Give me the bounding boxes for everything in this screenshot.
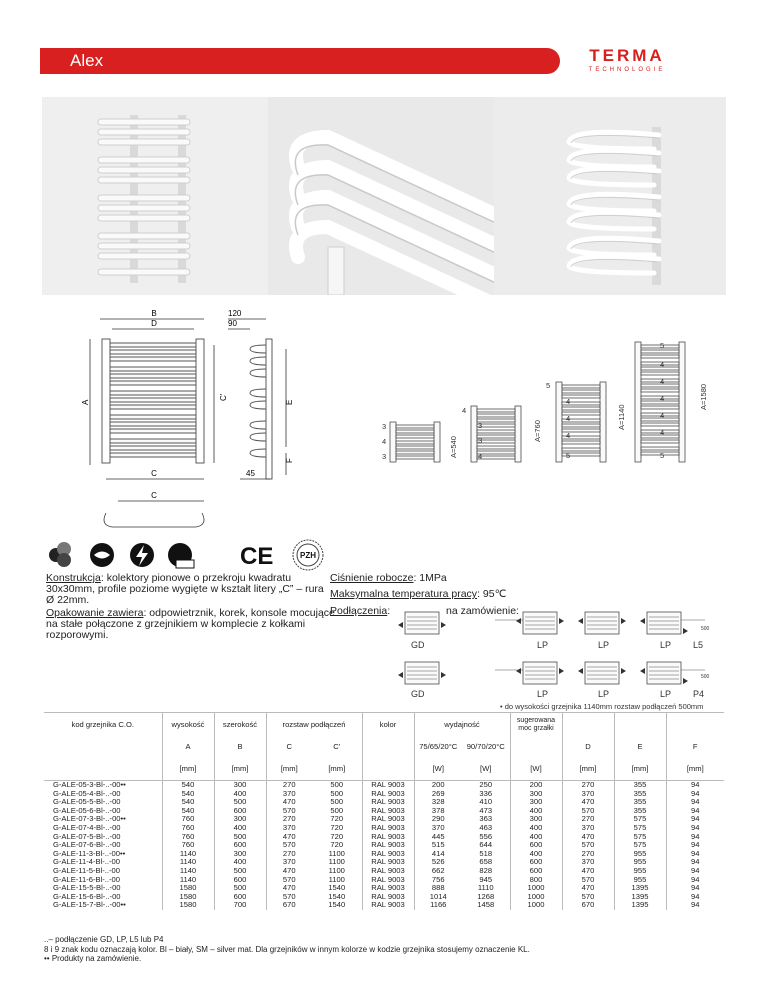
table-cell: 463 bbox=[479, 822, 493, 832]
table-cell: 955 bbox=[614, 858, 666, 867]
v760-gap-3: 3 bbox=[478, 436, 483, 445]
table-cell: 94 bbox=[666, 901, 724, 910]
table-cell: 662 bbox=[414, 867, 462, 876]
table-cell: RAL 9003 bbox=[362, 850, 414, 859]
table-cell: 570 bbox=[266, 876, 312, 885]
table-cell: 720 bbox=[330, 822, 344, 832]
dim-500-bottom: 500 bbox=[701, 674, 710, 680]
conn-lp-1: LP bbox=[537, 640, 549, 650]
table-cell: 540 bbox=[162, 790, 214, 799]
table-cell: 445 bbox=[414, 833, 462, 842]
table-cell: 470 bbox=[562, 833, 614, 842]
temperature-label: Maksymalna temperatura pracy bbox=[330, 588, 478, 600]
th-height: wysokość bbox=[162, 713, 214, 737]
table-cell: 300 bbox=[510, 798, 562, 807]
unit-elec: [W] bbox=[510, 759, 562, 781]
v1580-gap-1: 5 bbox=[660, 341, 665, 350]
table-cell: 270 bbox=[266, 781, 312, 790]
v1580-gap-7: 5 bbox=[660, 451, 665, 460]
table-cell: 570 bbox=[266, 893, 312, 902]
table-cell: 94 bbox=[666, 893, 724, 902]
cell-code: G-ALE-07-3-Bl-..-00•• bbox=[53, 814, 126, 824]
table-cell: RAL 9003 bbox=[362, 833, 414, 842]
v760-gap-2: 3 bbox=[478, 421, 483, 430]
table-cell: 1395 bbox=[614, 884, 666, 893]
table-cell: 270 bbox=[562, 850, 614, 859]
certification-icons bbox=[44, 538, 344, 572]
table-cell: 600 bbox=[214, 876, 266, 885]
cell-code: G-ALE-05-4-Bl-..-00 bbox=[53, 788, 121, 798]
table-cell: 1000 bbox=[510, 901, 562, 910]
logo-brand: TERMA bbox=[589, 46, 665, 65]
table-cell: RAL 9003 bbox=[362, 884, 414, 893]
table-cell: 1140 bbox=[162, 876, 214, 885]
table-cell: 94 bbox=[666, 876, 724, 885]
table-cell: 1100 bbox=[328, 848, 345, 858]
table-cell: 1110 bbox=[477, 883, 494, 893]
table-cell: 556 bbox=[479, 831, 493, 841]
temperature-spec bbox=[330, 589, 506, 600]
pzh-stamp-icon bbox=[293, 540, 323, 570]
v1140-gap-5: 5 bbox=[566, 451, 571, 460]
cell-code: G-ALE-11-3-Bl-..-00•• bbox=[53, 848, 126, 858]
table-cell: 570 bbox=[562, 807, 614, 816]
unit-C1: [mm] bbox=[328, 763, 346, 773]
th-D: D bbox=[562, 737, 614, 759]
table-cell: 1140 bbox=[162, 850, 214, 859]
table-cell: 756 bbox=[414, 876, 462, 885]
table-cell: 720 bbox=[330, 814, 344, 824]
electric-bolt-icon bbox=[130, 543, 154, 567]
page-title: Alex bbox=[70, 51, 104, 70]
table-cell: 540 bbox=[162, 798, 214, 807]
table-cell: 94 bbox=[666, 790, 724, 799]
table-cell: 414 bbox=[414, 850, 462, 859]
cell-code: G-ALE-15-6-Bl-..-00 bbox=[53, 891, 121, 901]
table-cell: 600 bbox=[214, 841, 266, 850]
label-F: F bbox=[285, 458, 294, 463]
th-C: C bbox=[266, 737, 312, 759]
package-text: : odpowietrznik, korek, konsole mocujące na stałe połączone z grzejnikiem w komplecie z kołkami rozporowymi. bbox=[46, 607, 335, 641]
table-cell: 1268 bbox=[477, 891, 495, 901]
table-cell: RAL 9003 bbox=[362, 841, 414, 850]
cell-code: G-ALE-11-4-Bl-..-00 bbox=[53, 857, 120, 867]
table-cell: 200 bbox=[414, 781, 462, 790]
th-B: B bbox=[214, 737, 266, 759]
product-photo-front bbox=[42, 97, 274, 295]
table-cell: 540 bbox=[162, 807, 214, 816]
v760-gap-1: 4 bbox=[462, 406, 467, 415]
table-cell: 94 bbox=[666, 833, 724, 842]
ce-mark-icon: CE bbox=[240, 543, 274, 570]
table-cell: 400 bbox=[214, 824, 266, 833]
table-cell: 515 bbox=[414, 841, 462, 850]
v1140-label: A=1140 bbox=[617, 404, 626, 430]
table-cell: 955 bbox=[614, 876, 666, 885]
footnote-3: •• Produkty na zamówienie. bbox=[44, 954, 142, 963]
table-cell: 290 bbox=[414, 815, 462, 824]
product-photo-side bbox=[494, 97, 726, 295]
table-cell: 575 bbox=[614, 824, 666, 833]
table-cell: RAL 9003 bbox=[362, 815, 414, 824]
table-cell: 1540 bbox=[328, 883, 346, 893]
table-cell: 570 bbox=[562, 893, 614, 902]
table-cell: 370 bbox=[266, 824, 312, 833]
unit-C: [mm] bbox=[266, 759, 312, 781]
table-cell: 400 bbox=[510, 833, 562, 842]
th-E: E bbox=[614, 737, 666, 759]
table-cell: 269 bbox=[414, 790, 462, 799]
table-cell: 1140 bbox=[162, 867, 214, 876]
table-cell: 658 bbox=[479, 857, 493, 867]
v1140-gap-4: 4 bbox=[566, 431, 571, 440]
cell-code: G-ALE-05-3-Bl-..-00•• bbox=[44, 781, 162, 790]
v1580-gap-3: 4 bbox=[660, 377, 665, 386]
table-cell: 575 bbox=[614, 815, 666, 824]
drop-icon bbox=[90, 543, 114, 567]
variant-diagrams bbox=[370, 338, 720, 466]
unit-out1: [W] bbox=[414, 759, 462, 781]
cell-code: G-ALE-07-6-Bl-..-00 bbox=[53, 840, 121, 850]
connections-spec: Podłączenia: bbox=[330, 605, 391, 617]
table-cell: 955 bbox=[614, 850, 666, 859]
construction-text: : kolektory pionowe o przekroju kwadratu 30x30mm, profile poziome wygięte w kształt litery „C” – rura Ø 22mm. bbox=[46, 572, 324, 606]
unit-A: [mm] bbox=[162, 759, 214, 781]
table-cell: 270 bbox=[266, 850, 312, 859]
table-cell: 328 bbox=[414, 798, 462, 807]
table-cell: 828 bbox=[479, 865, 493, 875]
construction-label: Konstrukcja bbox=[46, 572, 101, 584]
table-cell: 1100 bbox=[328, 857, 345, 867]
table-cell: 473 bbox=[479, 805, 493, 815]
table-cell: 270 bbox=[266, 815, 312, 824]
table-cell: RAL 9003 bbox=[362, 867, 414, 876]
table-cell: 470 bbox=[562, 867, 614, 876]
cell-code: G-ALE-05-5-Bl-..-00 bbox=[53, 797, 121, 807]
table-cell: 400 bbox=[214, 790, 266, 799]
table-cell: 800 bbox=[510, 876, 562, 885]
table-cell: 600 bbox=[510, 858, 562, 867]
table-cell: 500 bbox=[214, 798, 266, 807]
table-cell: 355 bbox=[614, 790, 666, 799]
table-cell: 370 bbox=[266, 790, 312, 799]
footnotes bbox=[44, 935, 530, 964]
table-cell: 470 bbox=[266, 867, 312, 876]
table-cell: 400 bbox=[510, 824, 562, 833]
table-cell: 570 bbox=[562, 841, 614, 850]
table-cell: 270 bbox=[562, 815, 614, 824]
table-cell: 600 bbox=[510, 841, 562, 850]
product-table bbox=[44, 712, 724, 910]
table-cell: 94 bbox=[666, 781, 724, 790]
table-cell: RAL 9003 bbox=[362, 893, 414, 902]
v540-gap-2: 4 bbox=[382, 437, 387, 446]
label-90: 90 bbox=[228, 319, 237, 328]
table-cell: 363 bbox=[479, 814, 493, 824]
v540-gap-3: 3 bbox=[382, 452, 387, 461]
pressure-value: : 1MPa bbox=[413, 572, 447, 584]
v540-label: A=540 bbox=[449, 436, 458, 458]
table-cell: 600 bbox=[510, 867, 562, 876]
cell-code: G-ALE-11-6-Bl-..-00 bbox=[53, 874, 120, 884]
table-cell: 1580 bbox=[162, 901, 214, 910]
v1580-gap-4: 4 bbox=[660, 394, 665, 403]
label-45: 45 bbox=[246, 469, 255, 478]
table-cell: 575 bbox=[614, 833, 666, 842]
v760-label: A=760 bbox=[533, 420, 542, 442]
table-cell: 470 bbox=[266, 798, 312, 807]
table-cell: 300 bbox=[214, 850, 266, 859]
conn-gd-top: GD bbox=[411, 640, 425, 650]
connections-label: Podłączenia bbox=[330, 605, 388, 617]
table-cell: 300 bbox=[214, 781, 266, 790]
table-cell: 670 bbox=[562, 901, 614, 910]
table-cell: RAL 9003 bbox=[362, 858, 414, 867]
table-cell: 370 bbox=[562, 824, 614, 833]
table-cell: 1100 bbox=[328, 874, 345, 884]
th-electric: sugerowana moc grzałki bbox=[510, 713, 562, 737]
cell-code: G-ALE-11-5-Bl-..-00 bbox=[53, 865, 120, 875]
table-cell: RAL 9003 bbox=[362, 790, 414, 799]
table-cell: 1458 bbox=[477, 900, 495, 910]
table-cell: 270 bbox=[562, 781, 614, 790]
table-cell: 94 bbox=[666, 815, 724, 824]
terma-logo bbox=[582, 46, 672, 73]
label-E: E bbox=[285, 399, 294, 405]
conn-lp-2: LP bbox=[598, 640, 610, 650]
table-cell: 570 bbox=[562, 876, 614, 885]
on-order-label: na zamówienie: bbox=[446, 605, 519, 617]
table-cell: 1395 bbox=[614, 901, 666, 910]
table-cell: 540 bbox=[162, 781, 214, 790]
table-cell: 888 bbox=[414, 884, 462, 893]
table-cell: 1000 bbox=[510, 884, 562, 893]
table-cell: 470 bbox=[562, 884, 614, 893]
table-cell: 955 bbox=[614, 867, 666, 876]
table-cell: 644 bbox=[479, 840, 493, 850]
table-cell: 94 bbox=[666, 841, 724, 850]
table-cell: 1100 bbox=[328, 865, 345, 875]
table-cell: 1540 bbox=[328, 900, 346, 910]
table-cell: 600 bbox=[214, 807, 266, 816]
label-B: B bbox=[151, 309, 157, 318]
pressure-label: Ciśnienie robocze bbox=[330, 572, 414, 584]
conn-lp-5: LP bbox=[598, 689, 610, 699]
table-cell: 370 bbox=[266, 858, 312, 867]
table-cell: 526 bbox=[414, 858, 462, 867]
label-120: 120 bbox=[228, 309, 242, 318]
unit-out2: [W] bbox=[480, 763, 492, 773]
table-cell: 94 bbox=[666, 858, 724, 867]
conn-gd-bottom: GD bbox=[411, 689, 425, 699]
th-C1: C' bbox=[333, 742, 341, 752]
table-cell: RAL 9003 bbox=[362, 876, 414, 885]
table-cell: 500 bbox=[214, 884, 266, 893]
construction-spec bbox=[46, 573, 326, 606]
table-cell: 94 bbox=[666, 824, 724, 833]
unit-D: [mm] bbox=[562, 759, 614, 781]
table-cell: 700 bbox=[214, 901, 266, 910]
table-cell: 570 bbox=[266, 841, 312, 850]
chrome-icon bbox=[168, 543, 194, 568]
th-out2: 90/70/20°C bbox=[466, 742, 505, 752]
dim-500-top: 500 bbox=[701, 626, 710, 632]
package-label: Opakowanie zawiera bbox=[46, 607, 144, 619]
technical-drawing bbox=[78, 305, 298, 533]
cell-code: G-ALE-05-6-Bl-..-00 bbox=[53, 805, 121, 815]
table-cell: 500 bbox=[330, 797, 344, 807]
table-body bbox=[44, 781, 724, 910]
table-cell: 720 bbox=[330, 840, 344, 850]
table-cell: 1014 bbox=[414, 893, 462, 902]
v1580-gap-2: 4 bbox=[660, 360, 665, 369]
table-cell: 1140 bbox=[162, 858, 214, 867]
package-spec bbox=[46, 608, 336, 641]
v1580-label: A=1580 bbox=[699, 383, 708, 410]
conn-lp-3: LP bbox=[660, 640, 672, 650]
logo-sub: TECHNOLOGIE bbox=[588, 67, 666, 73]
v1140-gap-1: 5 bbox=[546, 381, 551, 390]
product-photo-detail bbox=[268, 97, 500, 295]
table-cell: 94 bbox=[666, 807, 724, 816]
table-cell: RAL 9003 bbox=[362, 824, 414, 833]
v1140-gap-3: 4 bbox=[566, 414, 571, 423]
table-cell: 500 bbox=[312, 781, 362, 790]
cell-code: G-ALE-07-5-Bl-..-00 bbox=[53, 831, 121, 841]
table-cell: 1540 bbox=[328, 891, 346, 901]
table-cell: 600 bbox=[214, 893, 266, 902]
table-cell: 400 bbox=[510, 807, 562, 816]
label-D: D bbox=[151, 319, 157, 328]
conn-lp-4: LP bbox=[537, 689, 549, 699]
table-cell: 200 bbox=[510, 781, 562, 790]
table-cell: 1580 bbox=[162, 884, 214, 893]
table-cell: 500 bbox=[330, 788, 344, 798]
table-cell: RAL 9003 bbox=[362, 798, 414, 807]
table-cell: 570 bbox=[266, 807, 312, 816]
pzh-text: PZH bbox=[300, 551, 316, 560]
table-cell: 670 bbox=[266, 901, 312, 910]
table-cell: RAL 9003 bbox=[362, 901, 414, 910]
label-C-bottom: C bbox=[151, 491, 157, 500]
table-cell: 94 bbox=[666, 867, 724, 876]
v1140-gap-2: 4 bbox=[566, 397, 571, 406]
label-C: C bbox=[151, 469, 157, 478]
v1580-gap-6: 4 bbox=[660, 428, 665, 437]
table-cell: 1395 bbox=[614, 893, 666, 902]
conn-p4: P4 bbox=[693, 689, 705, 699]
table-cell: 1580 bbox=[162, 893, 214, 902]
table-cell: 470 bbox=[562, 798, 614, 807]
table-cell: 945 bbox=[479, 874, 493, 884]
cell-code: G-ALE-15-5-Bl-..-00 bbox=[53, 883, 121, 893]
table-cell: 400 bbox=[510, 850, 562, 859]
table-cell: 300 bbox=[214, 815, 266, 824]
connection-note: • do wysokości grzejnika 1140mm rozstaw podłączeń 500mm bbox=[500, 702, 704, 711]
cell-code: G-ALE-07-4-Bl-..-00 bbox=[53, 822, 121, 832]
unit-E: [mm] bbox=[614, 759, 666, 781]
temperature-value: : 95℃ bbox=[477, 588, 507, 600]
th-out1: 75/65/20°C bbox=[414, 737, 462, 759]
table-cell: 370 bbox=[562, 858, 614, 867]
table-cell: 575 bbox=[614, 841, 666, 850]
table-cell: 400 bbox=[214, 858, 266, 867]
th-F: F bbox=[666, 737, 724, 759]
table-cell: RAL 9003 bbox=[362, 781, 414, 790]
connection-diagrams bbox=[395, 600, 725, 700]
table-cell: 355 bbox=[614, 807, 666, 816]
table-cell: 410 bbox=[479, 797, 493, 807]
conn-l5: L5 bbox=[693, 640, 704, 650]
table-cell: 500 bbox=[214, 833, 266, 842]
table-cell: 470 bbox=[266, 884, 312, 893]
table-cell: 760 bbox=[162, 841, 214, 850]
cell-code: G-ALE-15-7-Bl-..-00•• bbox=[53, 900, 126, 910]
table-cell: 336 bbox=[479, 788, 493, 798]
v540-gap-1: 3 bbox=[382, 422, 387, 431]
table-cell: 500 bbox=[330, 805, 344, 815]
table-cell: 355 bbox=[614, 798, 666, 807]
v1580-gap-5: 4 bbox=[660, 411, 665, 420]
table-cell: 94 bbox=[666, 884, 724, 893]
table-cell: 300 bbox=[510, 790, 562, 799]
table-cell: RAL 9003 bbox=[362, 807, 414, 816]
table-cell: 370 bbox=[414, 824, 462, 833]
table-cell: 300 bbox=[510, 815, 562, 824]
table-cell: 518 bbox=[479, 848, 493, 858]
table-cell: 250 bbox=[462, 781, 510, 790]
table-cell: 370 bbox=[562, 790, 614, 799]
unit-B: [mm] bbox=[214, 759, 266, 781]
footnote-1: ..– podłączenie GD, LP, L5 lub P4 bbox=[44, 935, 164, 944]
th-A: A bbox=[162, 737, 214, 759]
label-A: A bbox=[81, 399, 90, 405]
footnote-2: 8 i 9 znak kodu oznaczają kolor. Bl – biały, SM – silver mat. Dla grzejników w innym kolorze w kodzie grzejnika stosujemy oznaczenie KL. bbox=[44, 944, 530, 954]
pressure-spec bbox=[330, 573, 447, 584]
title-bar bbox=[40, 48, 560, 74]
table-cell: 94 bbox=[666, 850, 724, 859]
table-cell: 760 bbox=[162, 815, 214, 824]
label-C1: C' bbox=[219, 393, 228, 401]
table-cell: 500 bbox=[214, 867, 266, 876]
color-circles-icon bbox=[49, 542, 71, 567]
table-cell: 94 bbox=[666, 798, 724, 807]
table-cell: 1000 bbox=[510, 893, 562, 902]
th-spacing: rozstaw podłączeń bbox=[266, 713, 362, 737]
th-code: kod grzejnika C.O. bbox=[44, 713, 162, 737]
th-output: wydajność bbox=[414, 713, 510, 737]
th-color: kolor bbox=[362, 713, 414, 737]
table-cell: 378 bbox=[414, 807, 462, 816]
table-cell: 355 bbox=[614, 781, 666, 790]
table-cell: 720 bbox=[330, 831, 344, 841]
table-cell: 760 bbox=[162, 833, 214, 842]
table-row bbox=[44, 901, 724, 910]
table-cell: 1166 bbox=[414, 901, 462, 910]
table-cell: 760 bbox=[162, 824, 214, 833]
th-width: szerokość bbox=[214, 713, 266, 737]
v760-gap-4: 4 bbox=[478, 452, 483, 461]
table-cell: 470 bbox=[266, 833, 312, 842]
unit-F: [mm] bbox=[666, 759, 724, 781]
conn-lp-6: LP bbox=[660, 689, 672, 699]
